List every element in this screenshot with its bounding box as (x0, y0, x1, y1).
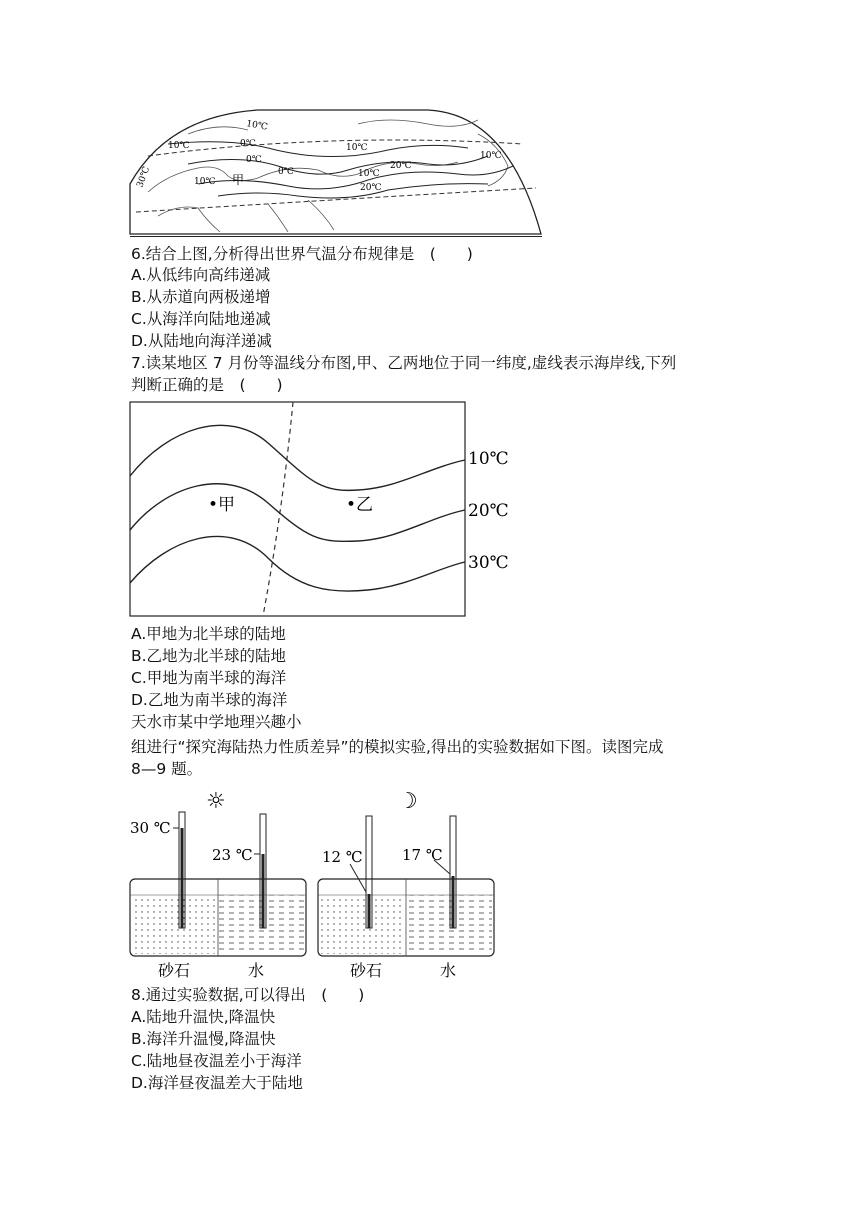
day-sand-label: 砂石 (158, 961, 191, 980)
map-contour-label: 20℃ (360, 183, 382, 193)
map-contour-label: 0℃ (240, 139, 256, 149)
day-sand-temp: 30 ℃ (130, 819, 171, 837)
map-contour-label: 10℃ (358, 169, 380, 179)
moon-icon: ☽ (398, 789, 418, 814)
q8-option-d: D.海洋昼夜温差大于陆地 (131, 1074, 303, 1092)
world-isotherm-map (128, 104, 543, 236)
night-water-temp: 17 ℃ (402, 846, 443, 864)
q8-option-c: C.陆地昼夜温差小于海洋 (131, 1052, 302, 1070)
day-water-temp: 23 ℃ (212, 846, 253, 864)
q6-option-b: B.从赤道向两极递增 (131, 288, 271, 306)
intro-line3: 8—9 题。 (131, 760, 203, 778)
day-water-label: 水 (248, 961, 265, 980)
q6-stem: 6.结合上图,分析得出世界气温分布规律是 ( ) (131, 245, 473, 263)
night-sand-temp: 12 ℃ (322, 848, 363, 866)
night-water-label: 水 (440, 961, 457, 980)
q7-option-d: D.乙地为南半球的海洋 (131, 691, 288, 709)
map-contour-label: 10℃ (245, 119, 269, 133)
q7-isotherm-figure (128, 398, 528, 620)
q8-option-b: B.海洋升温慢,降温快 (131, 1030, 276, 1048)
intro-line2: 组进行“探究海陆热力性质差异”的模拟实验,得出的实验数据如下图。读图完成 (131, 738, 664, 756)
q7-label-10: 10℃ (468, 449, 509, 469)
q7-point-jia: •甲 (208, 495, 236, 515)
q8-option-a: A.陆地升温快,降温快 (131, 1008, 276, 1026)
intro-line1: 天水市某中学地理兴趣小 (131, 713, 302, 731)
q6-option-a: A.从低纬向高纬递减 (131, 266, 271, 284)
map-contour-label: 10℃ (346, 143, 368, 153)
night-sand-label: 砂石 (350, 961, 383, 980)
q7-label-30: 30℃ (468, 553, 509, 573)
q7-option-b: B.乙地为北半球的陆地 (131, 647, 287, 665)
map-contour-label: 10℃ (194, 177, 216, 187)
q7-point-yi: •乙 (346, 495, 374, 515)
q7-option-c: C.甲地为南半球的海洋 (131, 669, 287, 687)
q6-option-d: D.从陆地向海洋递减 (131, 332, 272, 350)
sun-icon: ☼ (206, 789, 226, 814)
q7-option-a: A.甲地为北半球的陆地 (131, 625, 286, 643)
experiment-figure (128, 784, 500, 984)
map-contour-label: 20℃ (390, 161, 412, 171)
map-contour-label: 0℃ (246, 155, 262, 165)
map-contour-label: 10℃ (168, 141, 190, 151)
q7-label-20: 20℃ (468, 501, 509, 521)
map-contour-label: 0℃ (278, 167, 294, 177)
q6-option-c: C.从海洋向陆地递减 (131, 310, 271, 328)
map-contour-label: 10℃ (480, 151, 502, 161)
map-bottom-rule (130, 236, 542, 237)
map-place-label: 甲 (232, 173, 245, 187)
map-contour-label: 30℃ (135, 165, 153, 190)
q7-stem-line2: 判断正确的是 ( ) (131, 376, 283, 394)
q7-stem-line1: 7.读某地区 7 月份等温线分布图,甲、乙两地位于同一纬度,虚线表示海岸线,下列 (131, 354, 677, 372)
q8-stem: 8.通过实验数据,可以得出 ( ) (131, 986, 365, 1004)
